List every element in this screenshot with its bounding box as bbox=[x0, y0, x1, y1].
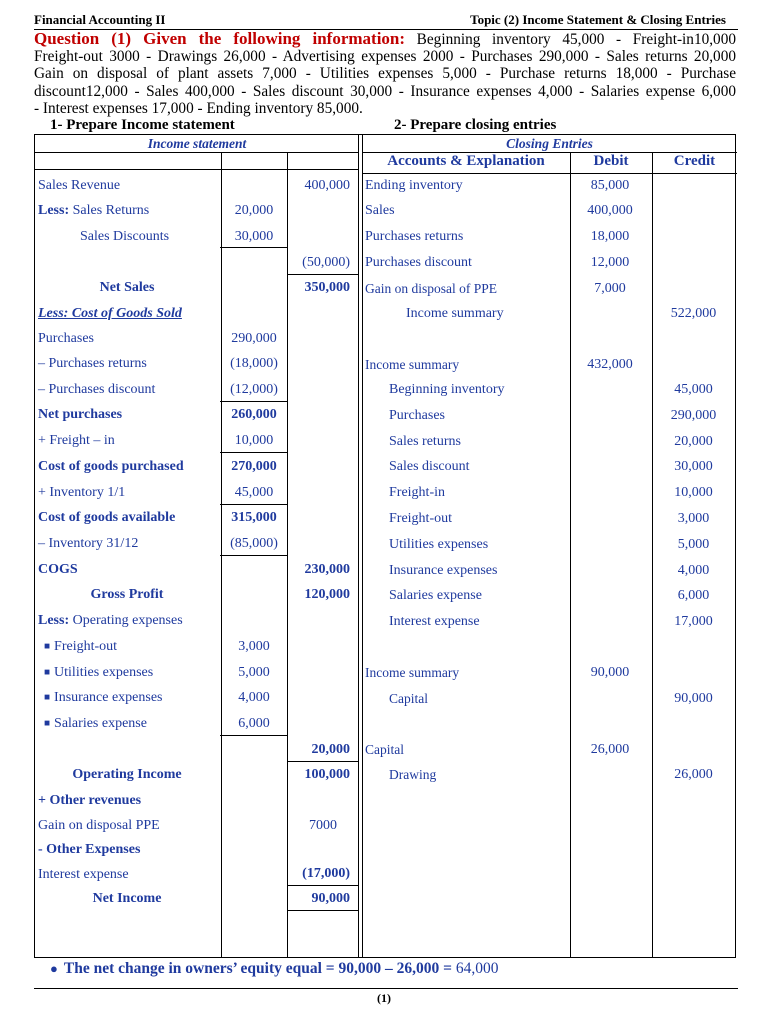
closing-credit: 90,000 bbox=[674, 691, 713, 706]
is-mid: (12,000) bbox=[230, 382, 278, 397]
closing-account: Freight-in bbox=[389, 485, 445, 500]
is-label: Net Income bbox=[92, 891, 162, 906]
is-mid: (18,000) bbox=[230, 356, 278, 371]
is-right: 100,000 bbox=[304, 767, 350, 782]
is-right: 400,000 bbox=[304, 178, 350, 193]
divider bbox=[362, 173, 737, 174]
closing-account: Capital bbox=[389, 691, 428, 706]
debit-column-header: Debit bbox=[593, 153, 629, 169]
is-label: Gain on disposal PPE bbox=[38, 818, 160, 833]
closing-debit: 18,000 bbox=[590, 229, 630, 244]
bullet-icon: ● bbox=[50, 961, 58, 976]
underline bbox=[288, 910, 358, 911]
closing-account: Income summary bbox=[365, 357, 460, 372]
closing-debit: 85,000 bbox=[590, 178, 630, 193]
closing-account: Sales bbox=[365, 203, 395, 218]
is-right: (17,000) bbox=[302, 866, 350, 881]
is-right: 350,000 bbox=[304, 280, 350, 295]
closing-section-title: 2- Prepare closing entries bbox=[394, 117, 557, 133]
bullet-icon: ■ bbox=[44, 692, 51, 703]
is-label: Purchases bbox=[38, 331, 94, 346]
closing-credit: 30,000 bbox=[674, 459, 713, 474]
closing-credit: 3,000 bbox=[677, 511, 710, 526]
is-label: Interest expense bbox=[38, 867, 129, 882]
underline bbox=[220, 452, 288, 453]
underline bbox=[288, 761, 358, 762]
bullet-icon: ■ bbox=[44, 718, 51, 729]
underline bbox=[220, 735, 288, 736]
is-mid: 260,000 bbox=[231, 407, 277, 422]
closing-credit: 45,000 bbox=[674, 382, 713, 397]
question-line-2: Freight-out 3000 - Drawings 26,000 - Advertising expenses 2000 - Purchases 290,000 - Sales returns 20,000 bbox=[34, 48, 736, 66]
is-label: Net Sales bbox=[99, 280, 155, 295]
question-line-5: - Interest expenses 17,000 - Ending inventory 85,000. bbox=[34, 99, 363, 117]
closing-account: Sales discount bbox=[389, 459, 470, 474]
owners-equity-note: ● The net change in owners’ equity equal = 90,000 – 26,000 = 64,000 bbox=[50, 960, 499, 977]
question-label: Question (1) Given the following information: bbox=[34, 29, 406, 48]
is-label: Cost of goods purchased bbox=[38, 459, 184, 474]
closing-credit: 20,000 bbox=[674, 434, 713, 449]
question-text bbox=[34, 30, 736, 117]
is-label: Sales Revenue bbox=[38, 178, 121, 193]
is-label: Operating Income bbox=[72, 767, 182, 782]
closing-account: Drawing bbox=[389, 767, 437, 782]
closing-credit: 5,000 bbox=[677, 537, 710, 552]
is-mid: 270,000 bbox=[231, 459, 277, 474]
income-section-title: 1- Prepare Income statement bbox=[50, 117, 235, 133]
question-line-3: Gain on disposal of plant assets 7,000 - Utilities expenses 5,000 - Purchase returns 18,000 - Purchase bbox=[34, 65, 736, 83]
closing-debit: 7,000 bbox=[594, 281, 626, 296]
closing-account: Freight-out bbox=[389, 511, 452, 526]
closing-credit: 10,000 bbox=[674, 485, 713, 500]
closing-account: Interest expense bbox=[389, 614, 480, 629]
is-label: + Other revenues bbox=[38, 793, 142, 808]
closing-credit: 4,000 bbox=[677, 563, 710, 578]
closing-account: Insurance expenses bbox=[389, 563, 498, 578]
underline bbox=[220, 555, 288, 556]
closing-debit: 26,000 bbox=[590, 742, 630, 757]
closing-account: Income summary bbox=[365, 665, 460, 680]
is-mid: 20,000 bbox=[234, 203, 274, 218]
closing-credit: 6,000 bbox=[677, 588, 710, 603]
is-mid: 3,000 bbox=[238, 639, 270, 654]
is-right: 90,000 bbox=[311, 891, 350, 906]
is-mid: 4,000 bbox=[238, 690, 270, 705]
is-label: + Inventory 1/1 bbox=[38, 485, 126, 500]
question-line-4: discount12,000 - Sales 400,000 - Sales discount 30,000 - Insurance expenses 4,000 - Salaries expense 6,000 bbox=[34, 82, 736, 100]
is-label: – Purchases discount bbox=[38, 382, 156, 397]
is-mid: 315,000 bbox=[231, 510, 277, 525]
closing-account: Purchases bbox=[389, 408, 445, 423]
closing-account: Salaries expense bbox=[389, 588, 482, 603]
closing-account: Income summary bbox=[406, 306, 504, 321]
closing-account: Capital bbox=[365, 742, 404, 757]
sales-returns-label: Sales Returns bbox=[72, 203, 150, 218]
is-label: Gross Profit bbox=[90, 587, 164, 602]
closing-entries-caption: Closing Entries bbox=[506, 136, 593, 151]
is-label: Less: Sales Returns bbox=[38, 203, 150, 218]
divider bbox=[570, 152, 571, 957]
income-statement-caption: Income statement bbox=[147, 136, 247, 151]
is-right: 120,000 bbox=[304, 587, 350, 602]
is-label bbox=[38, 612, 183, 629]
closing-debit: 432,000 bbox=[587, 357, 633, 372]
is-label: ■ Utilities expenses bbox=[44, 665, 154, 680]
underline bbox=[288, 274, 358, 275]
closing-account: Gain on disposal of PPE bbox=[365, 281, 498, 296]
is-right: 7000 bbox=[309, 818, 337, 833]
is-right: (50,000) bbox=[302, 255, 350, 270]
is-label: Sales Discounts bbox=[80, 229, 170, 244]
is-mid: 290,000 bbox=[231, 331, 277, 346]
divider bbox=[35, 169, 359, 170]
footer-rule bbox=[34, 988, 738, 989]
page-number: (1) bbox=[377, 991, 391, 1005]
credit-column-header: Credit bbox=[673, 153, 716, 169]
bullet-icon: ■ bbox=[44, 641, 51, 652]
is-right: 230,000 bbox=[304, 562, 350, 577]
is-label: ■ Salaries expense bbox=[44, 716, 147, 731]
is-label: - Other Expenses bbox=[38, 842, 141, 857]
is-right: 20,000 bbox=[311, 742, 350, 757]
closing-credit: 522,000 bbox=[670, 306, 717, 321]
closing-account: Purchases returns bbox=[365, 229, 464, 244]
is-mid: 30,000 bbox=[220, 228, 288, 248]
closing-account: Utilities expenses bbox=[389, 537, 489, 552]
is-label: COGS bbox=[38, 562, 78, 577]
closing-debit: 400,000 bbox=[587, 203, 633, 218]
is-mid: 6,000 bbox=[238, 716, 270, 731]
is-label: – Inventory 31/12 bbox=[38, 536, 139, 551]
topic-title: Topic (2) Income Statement & Closing Entries bbox=[470, 12, 726, 27]
is-label: ■ Freight-out bbox=[44, 639, 118, 654]
divider bbox=[35, 152, 359, 153]
underline bbox=[288, 885, 358, 886]
is-label: Less: Cost of Goods Sold bbox=[38, 306, 182, 321]
closing-account: Beginning inventory bbox=[389, 382, 505, 397]
divider bbox=[362, 135, 363, 957]
operating-expenses-label: Operating expenses bbox=[72, 613, 183, 628]
closing-credit: 290,000 bbox=[670, 408, 717, 423]
closing-account: Purchases discount bbox=[365, 255, 472, 270]
closing-credit: 26,000 bbox=[674, 767, 713, 782]
is-mid: 10,000 bbox=[234, 433, 274, 448]
is-label: – Purchases returns bbox=[38, 356, 147, 371]
underline bbox=[220, 504, 288, 505]
account-column-header: Accounts & Explanation bbox=[387, 153, 545, 169]
closing-account: Sales returns bbox=[389, 434, 461, 449]
question-line-1: Beginning inventory 45,000 - Freight-in10,000 bbox=[405, 31, 737, 48]
closing-account: Ending inventory bbox=[365, 178, 463, 193]
page-header bbox=[34, 9, 738, 30]
bullet-icon: ■ bbox=[44, 667, 51, 678]
divider bbox=[358, 135, 359, 957]
closing-credit: 17,000 bbox=[674, 614, 713, 629]
closing-debit: 12,000 bbox=[590, 255, 630, 270]
is-label: Cost of goods available bbox=[38, 510, 176, 525]
course-title: Financial Accounting II bbox=[34, 12, 166, 27]
closing-debit: 90,000 bbox=[590, 665, 630, 680]
divider bbox=[652, 152, 653, 957]
underline bbox=[220, 401, 288, 402]
is-label: + Freight – in bbox=[38, 433, 115, 448]
is-mid: (85,000) bbox=[230, 536, 278, 551]
less-label: Less: bbox=[38, 613, 70, 628]
is-label: ■ Insurance expenses bbox=[44, 690, 163, 705]
is-mid: 45,000 bbox=[234, 485, 274, 500]
is-label: Net purchases bbox=[38, 407, 123, 422]
is-mid: 5,000 bbox=[238, 665, 270, 680]
